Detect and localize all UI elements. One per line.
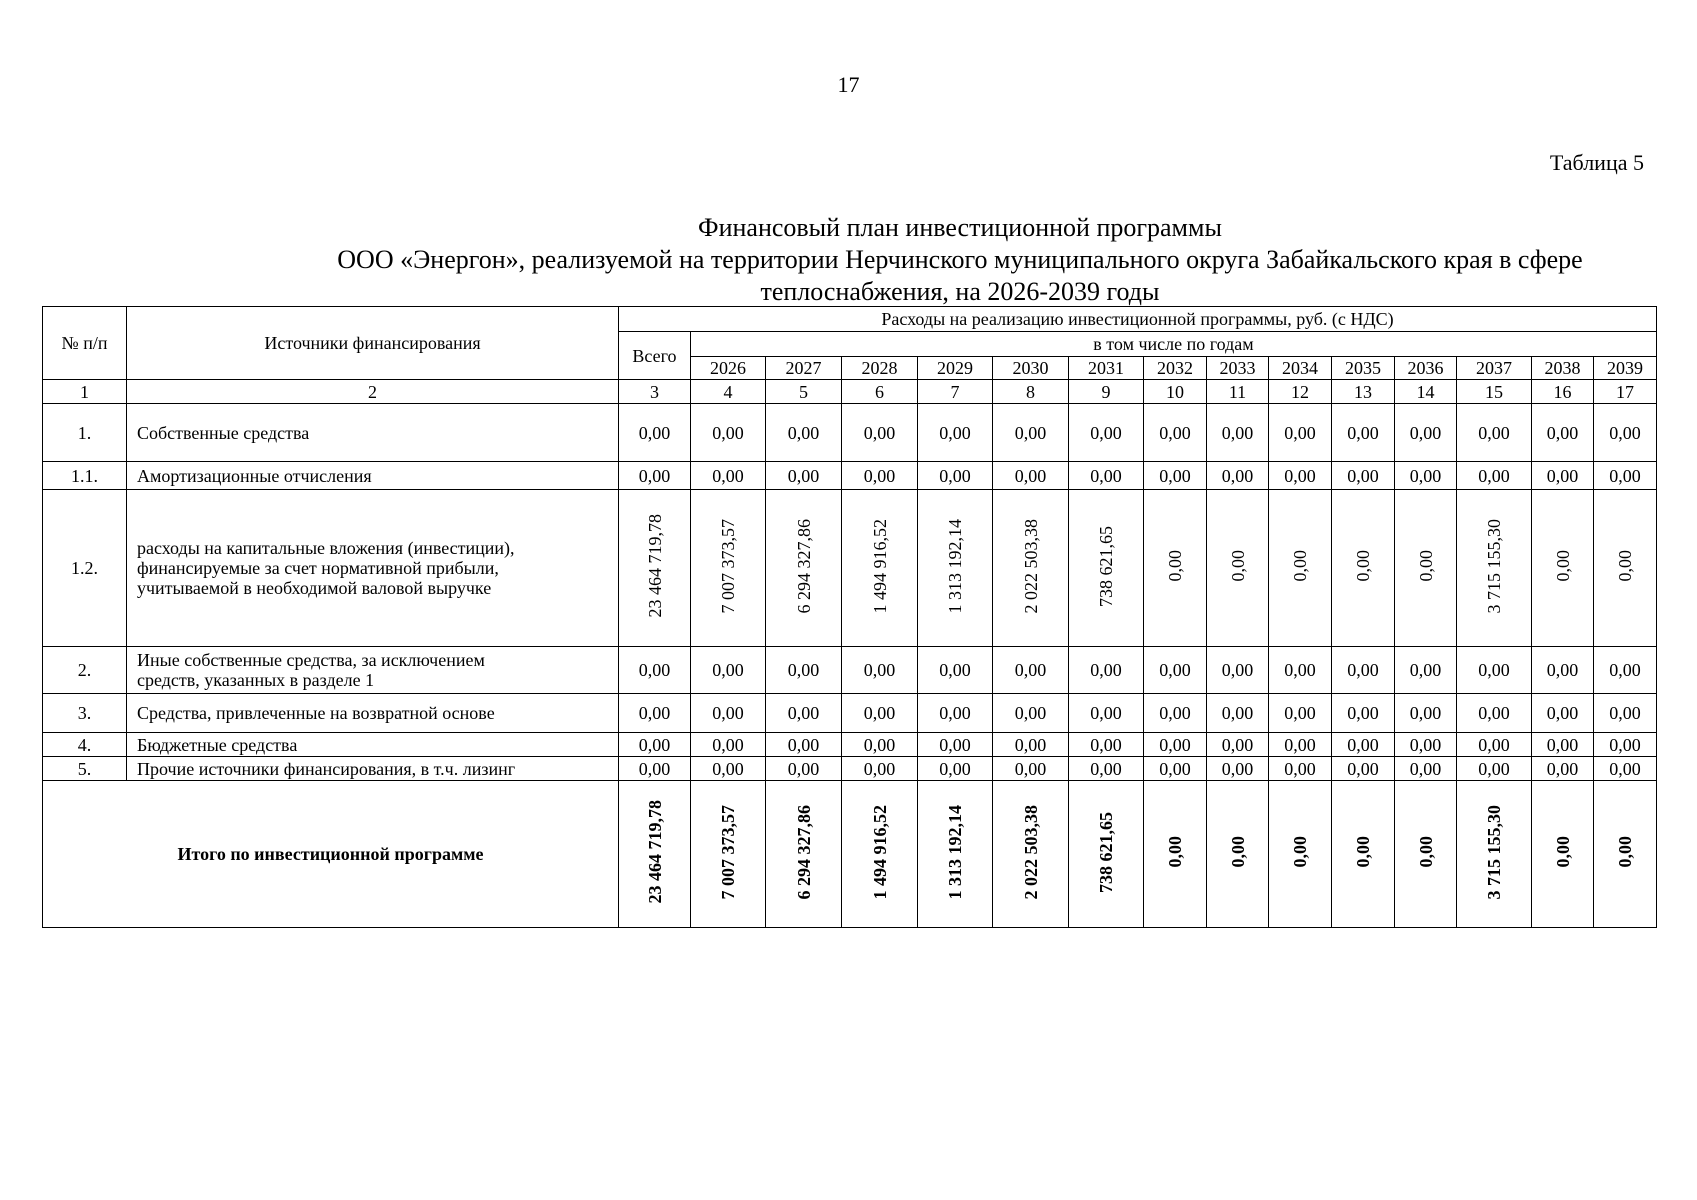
- row-source: Собственные средства: [127, 404, 619, 462]
- cell-value: 0,00: [619, 733, 691, 757]
- header-year: 2027: [766, 357, 842, 380]
- cell-value: 0,00: [1069, 647, 1144, 694]
- total-value-vertical: 3 715 155,30: [1484, 804, 1504, 900]
- column-number: 10: [1144, 380, 1207, 404]
- cell-value: 0,00: [619, 647, 691, 694]
- total-value-vertical: 23 464 719,78: [644, 800, 665, 904]
- cell-value: 0,00: [1332, 647, 1395, 694]
- table-row-capital-investment: [43, 490, 1657, 647]
- title-line-1: Финансовый план инвестиционной программы: [698, 213, 1222, 242]
- row-number: 3.: [43, 694, 127, 733]
- column-number: 5: [766, 380, 842, 404]
- table-label: Таблица 5: [1549, 150, 1644, 175]
- cell-value: 0,00: [1395, 404, 1457, 462]
- cell-value: 0,00: [1395, 757, 1457, 781]
- column-number: 4: [691, 380, 766, 404]
- column-number: 6: [842, 380, 918, 404]
- cell-value: 0,00: [993, 462, 1069, 490]
- cell-value-vertical: 7 007 373,57: [718, 518, 738, 614]
- cell-value: 0,00: [1269, 404, 1332, 462]
- cell-value: 0,00: [1269, 733, 1332, 757]
- cell-value: 0,00: [993, 757, 1069, 781]
- row-number: 5.: [43, 757, 127, 781]
- total-value-vertical: 1 494 916,52: [869, 804, 890, 900]
- financial-plan-table: [42, 306, 1657, 928]
- row-source: Бюджетные средства: [127, 733, 619, 757]
- cell-value-vertical: 2 022 503,38: [1020, 518, 1041, 614]
- cell-value: 0,00: [993, 733, 1069, 757]
- row-source-line: средств, указанных в разделе 1: [137, 670, 375, 690]
- cell-value: 0,00: [1532, 733, 1594, 757]
- cell-value: 0,00: [1269, 757, 1332, 781]
- total-value-vertical: 6 294 327,86: [793, 804, 814, 900]
- cell-value: 0,00: [1457, 647, 1532, 694]
- cell-value: 0,00: [1594, 404, 1657, 462]
- cell-value: 0,00: [1332, 404, 1395, 462]
- cell-value: 0,00: [691, 647, 766, 694]
- header-year: 2035: [1332, 357, 1395, 380]
- total-value-vertical: 0,00: [1353, 836, 1373, 868]
- row-source: Прочие источники финансирования, в т.ч. лизинг: [127, 757, 619, 781]
- cell-value: 0,00: [918, 733, 993, 757]
- column-number: 13: [1332, 380, 1395, 404]
- cell-value: 0,00: [1069, 404, 1144, 462]
- table-row-depreciation: [43, 462, 1657, 490]
- table-row-budget-funds: [43, 733, 1657, 757]
- cell-value: 0,00: [918, 404, 993, 462]
- cell-value: 0,00: [1395, 462, 1457, 490]
- cell-value: 0,00: [619, 404, 691, 462]
- row-source-line: учитываемой в необходимой валовой выручке: [137, 578, 492, 598]
- cell-value-vertical: 0,00: [1165, 550, 1185, 582]
- cell-value: 0,00: [1457, 462, 1532, 490]
- cell-value: 0,00: [1332, 757, 1395, 781]
- cell-value-vertical: 23 464 719,78: [644, 514, 665, 618]
- column-number: 15: [1457, 380, 1532, 404]
- cell-value: 0,00: [1457, 694, 1532, 733]
- row-number: 1.: [43, 404, 127, 462]
- header-year: 2028: [842, 357, 918, 380]
- cell-value: 0,00: [842, 404, 918, 462]
- total-label: Итого по инвестиционной программе: [43, 781, 619, 928]
- cell-value: 0,00: [1332, 694, 1395, 733]
- header-num: № п/п: [43, 307, 127, 380]
- cell-value: 0,00: [691, 733, 766, 757]
- cell-value: 0,00: [842, 694, 918, 733]
- cell-value: 0,00: [842, 647, 918, 694]
- total-value-vertical: 738 621,65: [1096, 811, 1116, 893]
- total-value-vertical: 0,00: [1615, 836, 1635, 868]
- cell-value-vertical: 0,00: [1227, 550, 1248, 582]
- row-number: 1.2.: [43, 490, 127, 647]
- header-source: Источники финансирования: [127, 307, 619, 380]
- cell-value-vertical: 1 494 916,52: [869, 518, 890, 614]
- cell-value: 0,00: [619, 757, 691, 781]
- cell-value: 0,00: [1532, 462, 1594, 490]
- column-number: 8: [993, 380, 1069, 404]
- document-title: [270, 212, 1650, 308]
- cell-value: 0,00: [1144, 404, 1207, 462]
- title-line-2: ООО «Энергон», реализуемой на территории Нерчинского муниципального округа Забайкальского края в сфере: [337, 245, 1583, 274]
- header-row-1: [43, 307, 1657, 332]
- cell-value: 0,00: [1144, 647, 1207, 694]
- cell-value: 0,00: [1532, 647, 1594, 694]
- column-number: 9: [1069, 380, 1144, 404]
- row-source-line: финансируемые за счет нормативной прибыли,: [137, 558, 499, 578]
- table-row-borrowed-funds: [43, 694, 1657, 733]
- total-value-vertical: 1 313 192,14: [945, 804, 965, 900]
- header-year: 2031: [1069, 357, 1144, 380]
- cell-value: 0,00: [1594, 733, 1657, 757]
- cell-value: 0,00: [1269, 462, 1332, 490]
- cell-value: 0,00: [1144, 462, 1207, 490]
- cell-value: 0,00: [766, 404, 842, 462]
- cell-value: 0,00: [1144, 757, 1207, 781]
- cell-value: 0,00: [1144, 733, 1207, 757]
- cell-value: 0,00: [766, 694, 842, 733]
- table-row-other-sources: [43, 757, 1657, 781]
- cell-value: 0,00: [842, 733, 918, 757]
- cell-value: 0,00: [766, 647, 842, 694]
- total-value-vertical: 0,00: [1227, 836, 1248, 868]
- row-number: 4.: [43, 733, 127, 757]
- row-source: [127, 490, 619, 647]
- cell-value-vertical: 738 621,65: [1096, 525, 1116, 607]
- cell-value-vertical: 3 715 155,30: [1484, 518, 1504, 614]
- column-number: 14: [1395, 380, 1457, 404]
- header-by-years: в том числе по годам: [691, 332, 1657, 357]
- cell-value: 0,00: [918, 462, 993, 490]
- cell-value: 0,00: [1069, 733, 1144, 757]
- column-number: 11: [1207, 380, 1269, 404]
- column-number: 1: [43, 380, 127, 404]
- cell-value: 0,00: [1207, 694, 1269, 733]
- cell-value: 0,00: [1594, 647, 1657, 694]
- cell-value-vertical: 6 294 327,86: [793, 518, 814, 614]
- cell-value: 0,00: [1594, 462, 1657, 490]
- total-value-vertical: 2 022 503,38: [1020, 804, 1041, 900]
- cell-value: 0,00: [1457, 733, 1532, 757]
- row-source: Амортизационные отчисления: [127, 462, 619, 490]
- header-year: 2032: [1144, 357, 1207, 380]
- row-number: 2.: [43, 647, 127, 694]
- total-value-vertical: 0,00: [1165, 836, 1185, 868]
- cell-value: 0,00: [1269, 647, 1332, 694]
- cell-value: 0,00: [1207, 757, 1269, 781]
- title-line-3: теплоснабжения, на 2026-2039 годы: [760, 277, 1160, 306]
- table-row-own-funds: [43, 404, 1657, 462]
- header-year: 2026: [691, 357, 766, 380]
- header-year: 2036: [1395, 357, 1457, 380]
- cell-value: 0,00: [1332, 462, 1395, 490]
- column-number: 3: [619, 380, 691, 404]
- header-year: 2037: [1457, 357, 1532, 380]
- header-year: 2033: [1207, 357, 1269, 380]
- cell-value-vertical: 0,00: [1290, 550, 1310, 582]
- column-number: 2: [127, 380, 619, 404]
- cell-value: 0,00: [1207, 462, 1269, 490]
- cell-value: 0,00: [1069, 757, 1144, 781]
- cell-value: 0,00: [1144, 694, 1207, 733]
- header-year: 2039: [1594, 357, 1657, 380]
- cell-value: 0,00: [993, 404, 1069, 462]
- cell-value: 0,00: [1594, 757, 1657, 781]
- column-number: 17: [1594, 380, 1657, 404]
- row-source-line: расходы на капитальные вложения (инвестиции),: [137, 538, 515, 558]
- column-number: 12: [1269, 380, 1332, 404]
- cell-value: 0,00: [1395, 733, 1457, 757]
- total-value-vertical: 7 007 373,57: [718, 804, 738, 900]
- cell-value: 0,00: [842, 757, 918, 781]
- cell-value: 0,00: [1532, 404, 1594, 462]
- row-number: 1.1.: [43, 462, 127, 490]
- cell-value-vertical: 0,00: [1353, 550, 1373, 582]
- cell-value-vertical: 0,00: [1415, 550, 1436, 582]
- cell-value: 0,00: [619, 462, 691, 490]
- cell-value: 0,00: [691, 404, 766, 462]
- column-number-row: [43, 380, 1657, 404]
- total-value-vertical: 0,00: [1290, 836, 1310, 868]
- header-expenses-group: Расходы на реализацию инвестиционной программы, руб. (с НДС): [619, 307, 1657, 332]
- cell-value: 0,00: [1457, 757, 1532, 781]
- table-row-other-own-funds: [43, 647, 1657, 694]
- cell-value: 0,00: [993, 647, 1069, 694]
- column-number: 16: [1532, 380, 1594, 404]
- row-source: [127, 647, 619, 694]
- row-source: Средства, привлеченные на возвратной основе: [127, 694, 619, 733]
- cell-value: 0,00: [1069, 694, 1144, 733]
- cell-value: 0,00: [1395, 647, 1457, 694]
- cell-value: 0,00: [1207, 647, 1269, 694]
- cell-value: 0,00: [1332, 733, 1395, 757]
- page-number: 17: [837, 72, 860, 97]
- cell-value-vertical: 0,00: [1615, 550, 1635, 582]
- column-number: 7: [918, 380, 993, 404]
- cell-value: 0,00: [766, 462, 842, 490]
- cell-value-vertical: 1 313 192,14: [945, 518, 965, 614]
- financial-plan-table-wrapper: [42, 306, 1657, 928]
- header-year: 2029: [918, 357, 993, 380]
- cell-value: 0,00: [691, 694, 766, 733]
- cell-value: 0,00: [766, 757, 842, 781]
- cell-value: 0,00: [1532, 757, 1594, 781]
- cell-value: 0,00: [1269, 694, 1332, 733]
- header-year: 2030: [993, 357, 1069, 380]
- cell-value: 0,00: [842, 462, 918, 490]
- cell-value: 0,00: [691, 462, 766, 490]
- cell-value-vertical: 0,00: [1552, 550, 1573, 582]
- cell-value: 0,00: [619, 694, 691, 733]
- table-row-total: [43, 781, 1657, 928]
- cell-value: 0,00: [918, 647, 993, 694]
- total-value-vertical: 0,00: [1552, 836, 1573, 868]
- cell-value: 0,00: [766, 733, 842, 757]
- cell-value: 0,00: [1207, 733, 1269, 757]
- cell-value: 0,00: [1532, 694, 1594, 733]
- cell-value: 0,00: [1395, 694, 1457, 733]
- cell-value: 0,00: [918, 694, 993, 733]
- header-total: Всего: [619, 332, 691, 380]
- header-year: 2038: [1532, 357, 1594, 380]
- cell-value: 0,00: [1594, 694, 1657, 733]
- cell-value: 0,00: [1207, 404, 1269, 462]
- cell-value: 0,00: [918, 757, 993, 781]
- total-value-vertical: 0,00: [1415, 836, 1436, 868]
- header-year: 2034: [1269, 357, 1332, 380]
- cell-value: 0,00: [1069, 462, 1144, 490]
- cell-value: 0,00: [993, 694, 1069, 733]
- cell-value: 0,00: [1457, 404, 1532, 462]
- cell-value: 0,00: [691, 757, 766, 781]
- row-source-line: Иные собственные средства, за исключением: [137, 650, 485, 670]
